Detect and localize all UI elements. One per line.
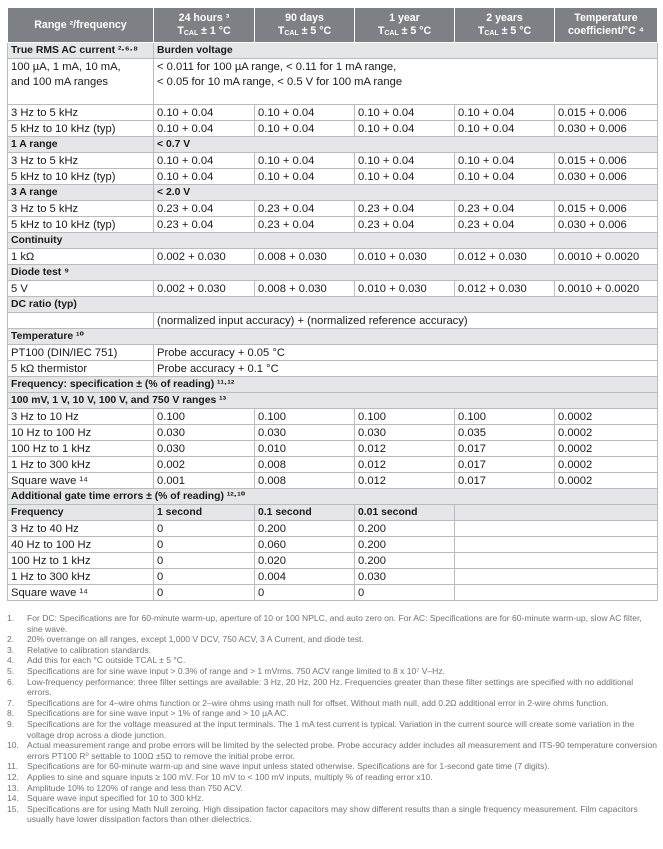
value-cell: 0.008 [255, 457, 355, 473]
value-cell: 0.010 + 0.030 [355, 281, 455, 297]
section-dc-ratio [8, 297, 658, 313]
section-title: Continuity [8, 233, 658, 249]
range-cell: 10 Hz to 100 Hz [8, 425, 154, 441]
section-title: 1 A range [8, 137, 154, 153]
value-cell: Probe accuracy + 0.1 °C [154, 361, 658, 377]
value-cell: 0.200 [255, 521, 355, 537]
value-cell: 0.030 [154, 441, 255, 457]
section-diode-test [8, 265, 658, 281]
value-cell: 0.012 [355, 457, 455, 473]
table-row [8, 457, 658, 473]
value-cell: 0.002 + 0.030 [154, 249, 255, 265]
section-rms-ac [8, 43, 658, 59]
value-cell: 0.100 [255, 409, 355, 425]
spec-page [7, 7, 657, 825]
range-cell: 1 Hz to 300 kHz [8, 569, 154, 585]
value-cell: 0.010 + 0.030 [355, 249, 455, 265]
header-range: Range ²/frequency [8, 8, 154, 43]
burden-value: < 2.0 V [154, 185, 658, 201]
section-frequency-ranges [8, 393, 658, 409]
value-cell: 0.10 + 0.04 [154, 153, 255, 169]
table-row [8, 521, 658, 537]
empty-cell [455, 585, 658, 601]
value-cell: 0.10 + 0.04 [355, 153, 455, 169]
section-title: True RMS AC current ²·⁶·⁸ [8, 43, 154, 59]
value-cell: 0.23 + 0.04 [455, 201, 555, 217]
value-cell: 0 [154, 553, 255, 569]
burden-value: < 0.7 V [154, 137, 658, 153]
value-cell: 0 [355, 585, 455, 601]
tempco-cell: 0.015 + 0.006 [555, 153, 658, 169]
table-row [8, 409, 658, 425]
range-cell: 100 Hz to 1 kHz [8, 553, 154, 569]
table-row [8, 361, 658, 377]
value-cell: 0.004 [255, 569, 355, 585]
section-3a-range [8, 185, 658, 201]
value-cell: 0 [154, 569, 255, 585]
table-row [8, 313, 658, 329]
value-cell: 0.100 [154, 409, 255, 425]
value-cell: 0.017 [455, 473, 555, 489]
table-row [8, 345, 658, 361]
value-cell: 0.060 [255, 537, 355, 553]
footnote: 15. Specifications are for using Math Null zeroing. High dissipation factor capacitors may show different results than a single frequency measurement. Film capacitors usually have lower dissipation factors than other dielectrics. [7, 803, 638, 825]
section-temperature [8, 329, 658, 345]
section-frequency [8, 377, 658, 393]
value-cell: 0 [154, 521, 255, 537]
gate-col-frequency: Frequency [8, 505, 154, 521]
table-row [8, 473, 658, 489]
table-row [8, 59, 658, 105]
value-cell: 0.100 [455, 409, 555, 425]
value-cell: 0.10 + 0.04 [455, 121, 555, 137]
value-cell: 0.012 [355, 441, 455, 457]
range-cell: 1 Hz to 300 kHz [8, 457, 154, 473]
value-cell: 0 [255, 585, 355, 601]
range-cell: 40 Hz to 100 Hz [8, 537, 154, 553]
table-row [8, 201, 658, 217]
value-cell: 0.10 + 0.04 [355, 169, 455, 185]
header-row [8, 8, 658, 43]
value-cell: Probe accuracy + 0.05 °C [154, 345, 658, 361]
footnote: 12. Applies to sine and square inputs ≥ 100 mV. For 10 mV to < 100 mV inputs, multiply % of reading error x10. [7, 771, 433, 782]
tempco-cell: 0.030 + 0.006 [555, 121, 658, 137]
range-cell: 3 Hz to 5 kHz [8, 201, 154, 217]
header-1y: 1 year $T_{CAL} \pm 5$ °C [355, 8, 455, 43]
footnote: 1. For DC: Specifications are for 60-minute warm-up, aperture of 10 or 100 NPLC, and auto zero on. For AC: Specifications are for 60-minute warm-up, slow AC filter, sine wave. [7, 613, 642, 634]
value-cell: 0.035 [455, 425, 555, 441]
value-cell: 0.030 [154, 425, 255, 441]
value-cell: 0.100 [355, 409, 455, 425]
empty-cell [455, 553, 658, 569]
spec-table [7, 7, 658, 601]
footnote: 3. Relative to calibration standards. [7, 644, 151, 655]
range-cell: 5 kHz to 10 kHz (typ) [8, 121, 154, 137]
tempco-cell: 0.0002 [555, 425, 658, 441]
empty-cell [455, 537, 658, 553]
gate-col-1s: 1 second [154, 505, 255, 521]
range-cell: 3 Hz to 5 kHz [8, 105, 154, 121]
range-cell: Square wave ¹⁴ [8, 473, 154, 489]
header-24h: 24 hours ³ $T_{CAL} \pm 1$ °C [154, 8, 255, 43]
header-2y: 2 years $T_{CAL} \pm 5$ °C [455, 8, 555, 43]
value-cell: 0.10 + 0.04 [455, 105, 555, 121]
section-title: Temperature ¹⁰ [8, 329, 658, 345]
footnote: 8. Specifications are for sine wave input > 1% of range and > 10 µA AC. [7, 708, 289, 719]
value-cell: 0.008 + 0.030 [255, 281, 355, 297]
range-cell [8, 313, 154, 329]
header-tempco: Temperature coefficient/°C ⁴ [555, 8, 658, 43]
tempco-cell: 0.0002 [555, 441, 658, 457]
value-cell: 0.23 + 0.04 [255, 217, 355, 233]
section-subtitle: 100 mV, 1 V, 10 V, 100 V, and 750 V ranges ¹³ [8, 393, 658, 409]
header-90d: 90 days $T_{CAL} \pm 5$ °C [255, 8, 355, 43]
dc-ratio-formula: (normalized input accuracy) + (normalized reference accuracy) [154, 313, 658, 329]
value-cell: 0 [154, 537, 255, 553]
gate-header-fill [455, 505, 658, 521]
section-continuity [8, 233, 658, 249]
gate-header-row [8, 505, 658, 521]
footnote: 13. Amplitude 10% to 120% of range and less than 750 ACV. [7, 782, 243, 793]
footnote: 4. Add this for each °C outside TCAL ± 5 °C. [7, 655, 186, 666]
value-cell: 0.10 + 0.04 [154, 169, 255, 185]
value-cell: 0.020 [255, 553, 355, 569]
value-cell: 0.10 + 0.04 [255, 153, 355, 169]
value-cell: 0.002 [154, 457, 255, 473]
table-row [8, 169, 658, 185]
section-title: Additional gate time errors ± (% of reading) ¹²·¹⁰ [8, 489, 658, 505]
footnote: 9. Specifications are for the voltage measured at the input terminals. The 1 mA test current is typical. Variation in the current source will create some variation in the voltage drop across a diode junction. [7, 718, 635, 740]
table-row [8, 569, 658, 585]
burden-label: Burden voltage [154, 43, 658, 59]
value-cell: 0.10 + 0.04 [255, 105, 355, 121]
footnote: 7. Specifications are for 4–wire ohms function or 2–wire ohms using math null for offset. Without math null, add 0.2Ω additional error in 2-wire ohms function. [7, 697, 609, 708]
value-cell: 0.008 [255, 473, 355, 489]
value-cell: 0.10 + 0.04 [255, 169, 355, 185]
range-cell: 3 Hz to 40 Hz [8, 521, 154, 537]
value-cell: 0.200 [355, 553, 455, 569]
value-cell: 0.23 + 0.04 [154, 201, 255, 217]
burden-cell: < 0.011 for 100 µA range, < 0.11 for 1 mA range, < 0.05 for 10 mA range, < 0.5 V for 100 mA range [154, 59, 658, 105]
value-cell: 0.10 + 0.04 [255, 121, 355, 137]
value-cell: 0.10 + 0.04 [154, 121, 255, 137]
value-cell: 0.012 + 0.030 [455, 281, 555, 297]
tempco-cell: 0.030 + 0.006 [555, 169, 658, 185]
table-row [8, 441, 658, 457]
footnote: 6. Low-frequency performance: three filter settings are available: 3 Hz, 20 Hz, 200 Hz. Frequencies greater than these filter settings are specified with no additional errors. [7, 676, 634, 698]
gate-col-001s: 0.01 second [355, 505, 455, 521]
value-cell: 0.23 + 0.04 [355, 217, 455, 233]
empty-cell [455, 521, 658, 537]
value-cell: 0.10 + 0.04 [355, 105, 455, 121]
range-cell: 100 Hz to 1 kHz [8, 441, 154, 457]
section-gate-time [8, 489, 658, 505]
tempco-cell: 0.030 + 0.006 [555, 217, 658, 233]
value-cell: 0.012 [355, 473, 455, 489]
tempco-cell: 0.0002 [555, 473, 658, 489]
section-1a-range [8, 137, 658, 153]
range-cell: 3 Hz to 5 kHz [8, 153, 154, 169]
table-row [8, 153, 658, 169]
empty-cell [455, 569, 658, 585]
value-cell: 0.10 + 0.04 [355, 121, 455, 137]
table-row [8, 553, 658, 569]
footnote: 14. Square wave input specified for 10 to 300 kHz. [7, 793, 204, 804]
value-cell: 0.23 + 0.04 [355, 201, 455, 217]
value-cell: 0.23 + 0.04 [455, 217, 555, 233]
value-cell: 0.10 + 0.04 [154, 105, 255, 121]
value-cell: 0.10 + 0.04 [455, 169, 555, 185]
value-cell: 0.23 + 0.04 [154, 217, 255, 233]
tempco-cell: 0.015 + 0.006 [555, 201, 658, 217]
section-title: Diode test ⁹ [8, 265, 658, 281]
value-cell: 0.001 [154, 473, 255, 489]
tempco-cell: 0.0010 + 0.0020 [555, 281, 658, 297]
table-row [8, 217, 658, 233]
table-row [8, 281, 658, 297]
value-cell: 0.200 [355, 521, 455, 537]
value-cell: 0.23 + 0.04 [255, 201, 355, 217]
footnote: 10. Actual measurement range and probe errors will be limited by the selected probe. Probe accuracy adder includes all measurement and ITS-90 temperature conversion errors PT100 R⁰ settable to 100Ω ±5Ω to remove the initial probe error. [7, 740, 657, 761]
range-cell: 100 µA, 1 mA, 10 mA, and 100 mA ranges [8, 59, 154, 105]
table-row [8, 585, 658, 601]
range-cell: 5 kHz to 10 kHz (typ) [8, 217, 154, 233]
tempco-cell: 0.015 + 0.006 [555, 105, 658, 121]
value-cell: 0.030 [355, 569, 455, 585]
tempco-cell: 0.0002 [555, 409, 658, 425]
range-cell: 1 kΩ [8, 249, 154, 265]
table-row [8, 537, 658, 553]
value-cell: 0.017 [455, 441, 555, 457]
section-title: DC ratio (typ) [8, 297, 658, 313]
footnote: 2. 20% overrange on all ranges, except 1,000 V DCV, 750 ACV, 3 A Current, and diode test. [7, 634, 364, 645]
value-cell: 0.008 + 0.030 [255, 249, 355, 265]
table-row [8, 425, 658, 441]
value-cell: 0 [154, 585, 255, 601]
footnote: 11. Specifications are for 60-minute warm-up and sine wave input unless stated otherwise. Specifications are for 1-second gate time (7 digits). [7, 761, 550, 772]
table-row [8, 105, 658, 121]
range-cell: Square wave ¹⁴ [8, 585, 154, 601]
range-cell: 5 V [8, 281, 154, 297]
range-cell: 5 kΩ thermistor [8, 361, 154, 377]
range-cell: 3 Hz to 10 Hz [8, 409, 154, 425]
value-cell: 0.200 [355, 537, 455, 553]
value-cell: 0.012 + 0.030 [455, 249, 555, 265]
tempco-cell: 0.0010 + 0.0020 [555, 249, 658, 265]
value-cell: 0.010 [255, 441, 355, 457]
section-title: 3 A range [8, 185, 154, 201]
footnote: 5. Specifications are for sine wave input > 0.3% of range and > 1 mVrms. 750 ACV range limited to 8 x 10⁷ V–Hz. [7, 665, 445, 676]
value-cell: 0.10 + 0.04 [455, 153, 555, 169]
range-cell: PT100 (DIN/IEC 751) [8, 345, 154, 361]
value-cell: 0.030 [255, 425, 355, 441]
table-row [8, 249, 658, 265]
value-cell: 0.030 [355, 425, 455, 441]
footnotes [7, 613, 657, 825]
value-cell: 0.002 + 0.030 [154, 281, 255, 297]
range-cell: 5 kHz to 10 kHz (typ) [8, 169, 154, 185]
table-row [8, 121, 658, 137]
tempco-cell: 0.0002 [555, 457, 658, 473]
value-cell: 0.017 [455, 457, 555, 473]
gate-col-01s: 0.1 second [255, 505, 355, 521]
section-title: Frequency: specification ± (% of reading) ¹¹·¹² [8, 377, 658, 393]
